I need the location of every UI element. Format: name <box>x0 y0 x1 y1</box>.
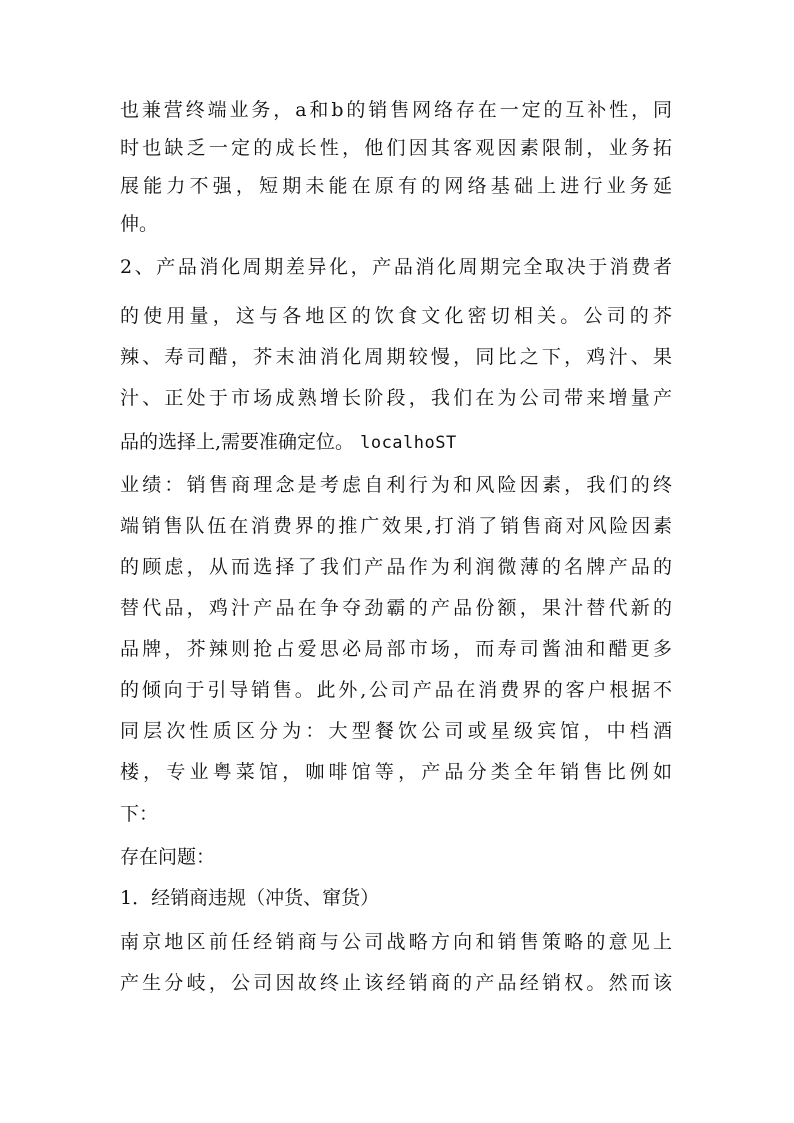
paragraph-line: 南京地区前任经销商与公司战略方向和销售策略的意见上 <box>120 931 672 953</box>
paragraph-line: 的使用量，这与各地区的饮食文化密切相关。公司的芥 <box>120 305 672 327</box>
paragraph-line: 端销售队伍在消费界的推广效果,打消了销售商对风险因素 <box>120 515 672 537</box>
paragraph-line: 时也缺乏一定的成长性，他们因其客观因素限制，业务拓 <box>120 137 672 159</box>
paragraph-line: 业绩：销售商理念是考虑自利行为和风险因素，我们的终 <box>120 474 672 496</box>
section-heading: 存在问题： <box>120 846 216 868</box>
inline-note-text: localhoST <box>360 433 457 453</box>
paragraph-line: 同层次性质区分为：大型餐饮公司或星级宾馆，中档酒 <box>120 720 672 742</box>
paragraph-line: 下： <box>120 803 159 825</box>
paragraph-line-with-note <box>120 425 672 459</box>
paragraph-line: 辣、寿司醋，芥末油消化周期较慢，同比之下，鸡汁、果 <box>120 346 672 368</box>
paragraph-line: 替代品，鸡汁产品在争夺劲霸的产品份额，果汁替代新的 <box>120 597 672 619</box>
paragraph-line: 也兼营终端业务，a和b的销售网络存在一定的互补性，同 <box>120 99 672 121</box>
paragraph-line: 的倾向于引导销售。此外,公司产品在消费界的客户根据不 <box>120 679 672 701</box>
paragraph-line: 展能力不强，短期未能在原有的网络基础上进行业务延 <box>120 175 672 197</box>
paragraph-line: 楼，专业粤菜馆，咖啡馆等，产品分类全年销售比例如 <box>120 761 672 783</box>
paragraph-line: 产生分岐，公司因故终止该经销商的产品经销权。然而该 <box>120 972 672 994</box>
paragraph-line: 伸。 <box>120 213 159 235</box>
paragraph-line: 2、产品消化周期差异化，产品消化周期完全取决于消费者 <box>120 256 672 278</box>
paragraph-line: 汁、正处于市场成熟增长阶段，我们在为公司带来增量产 <box>120 387 672 409</box>
paragraph-line: 品牌，芥辣则抢占爱思必局部市场，而寿司酱油和醋更多 <box>120 638 672 660</box>
paragraph-text: 品的选择上,需要准确定位。 <box>120 431 355 453</box>
list-item-heading: 1．经销商违规（冲货、窜货） <box>120 887 380 909</box>
paragraph-line: 的顾虑，从而选择了我们产品作为利润微薄的名牌产品的 <box>120 556 672 578</box>
